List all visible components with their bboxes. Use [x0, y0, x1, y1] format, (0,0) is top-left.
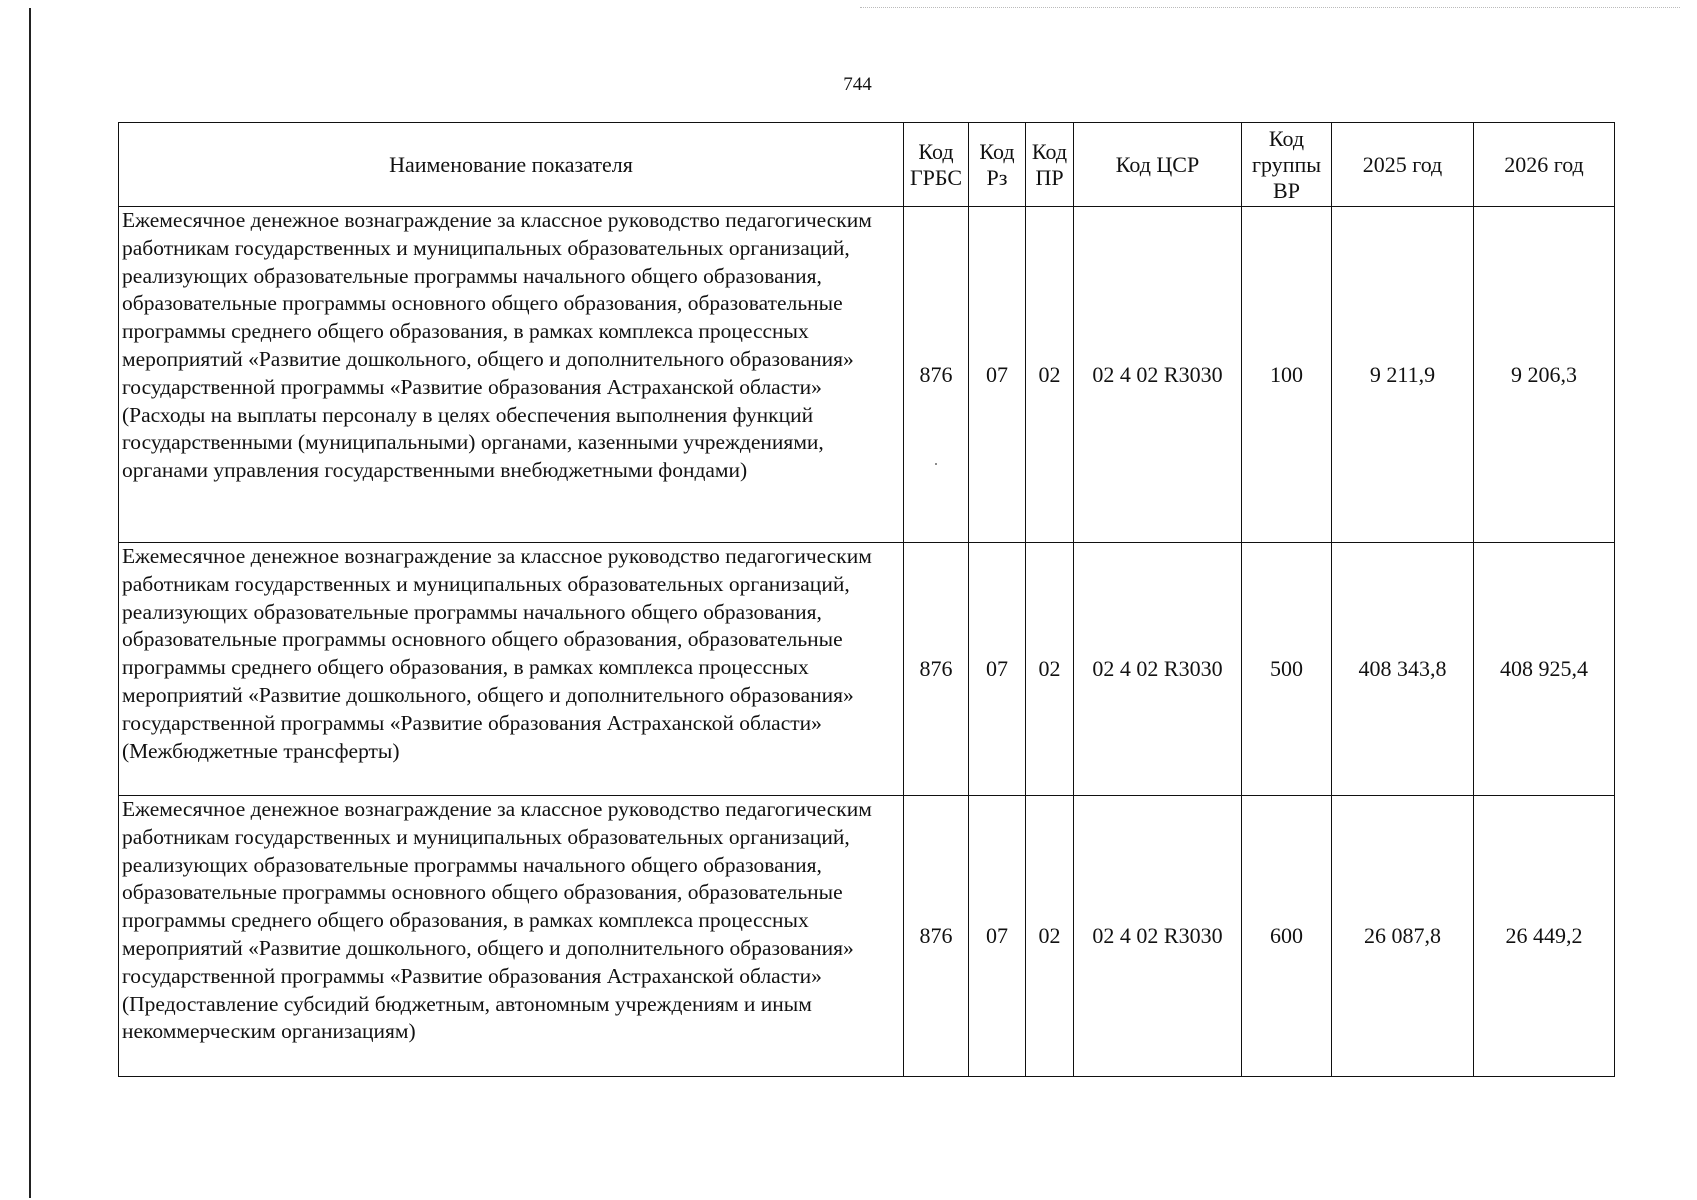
- header-name: Наименование показателя: [119, 123, 904, 207]
- cell-csr: 02 4 02 R3030: [1074, 796, 1242, 1077]
- cell-pr: 02: [1026, 796, 1074, 1077]
- table-row: [119, 207, 1615, 543]
- header-2026: 2026 год: [1474, 123, 1615, 207]
- header-csr: Код ЦСР: [1074, 123, 1242, 207]
- cell-name: Ежемесячное денежное вознаграждение за классное руководство педагогическим работникам государственных и муниципальных образовательных организаций, реализующих образовательные программы начального общего образования, образовательные программы основного общего образования, образовательные программы среднего общего образования, в рамках комплекса процессных мероприятий «Развитие дошкольного, общего и дополнительного образования» государственной программы «Развитие образования Астраханской области» (Межбюджетные трансферты): [119, 543, 904, 796]
- header-vr: Код группы ВР: [1242, 123, 1332, 207]
- table-row: [119, 543, 1615, 796]
- header-grbs: Код ГРБС: [904, 123, 969, 207]
- cell-vr: 500: [1242, 543, 1332, 796]
- cell-rz: 07: [969, 796, 1026, 1077]
- cell-rz: 07: [969, 543, 1026, 796]
- cell-vr: 100: [1242, 207, 1332, 543]
- cell-csr: 02 4 02 R3030: [1074, 543, 1242, 796]
- cell-pr: 02: [1026, 543, 1074, 796]
- cell-grbs: 876: [904, 796, 969, 1077]
- cell-csr: 02 4 02 R3030: [1074, 207, 1242, 543]
- cell-2025: 9 211,9: [1332, 207, 1474, 543]
- header-rz: Код Рз: [969, 123, 1026, 207]
- cell-name: Ежемесячное денежное вознаграждение за классное руководство педагогическим работникам государственных и муниципальных образовательных организаций, реализующих образовательные программы начального общего образования, образовательные программы основного общего образования, образовательные программы среднего общего образования, в рамках комплекса процессных мероприятий «Развитие дошкольного, общего и дополнительного образования» государственной программы «Развитие образования Астраханской области» (Расходы на выплаты персоналу в целях обеспечения выполнения функций государственными (муниципальными) органами, казенными учреждениями, органами управления государственными внебюджетными фондами): [119, 207, 904, 543]
- table-row: [119, 796, 1615, 1077]
- cell-vr: 600: [1242, 796, 1332, 1077]
- cell-pr: 02: [1026, 207, 1074, 543]
- header-pr: Код ПР: [1026, 123, 1074, 207]
- cell-2025: 26 087,8: [1332, 796, 1474, 1077]
- cell-grbs: 876: [904, 207, 969, 543]
- scan-artifact-dots: [860, 7, 1680, 8]
- header-2025: 2025 год: [1332, 123, 1474, 207]
- table-header-row: [119, 123, 1615, 207]
- binding-margin-line: [29, 8, 31, 1198]
- scan-speck: [935, 463, 937, 465]
- cell-grbs: 876: [904, 543, 969, 796]
- cell-rz: 07: [969, 207, 1026, 543]
- cell-2026: 408 925,4: [1474, 543, 1615, 796]
- budget-table: [118, 122, 1615, 1077]
- cell-2026: 26 449,2: [1474, 796, 1615, 1077]
- cell-name: Ежемесячное денежное вознаграждение за классное руководство педагогическим работникам государственных и муниципальных образовательных организаций, реализующих образовательные программы начального общего образования, образовательные программы основного общего образования, образовательные программы среднего общего образования, в рамках комплекса процессных мероприятий «Развитие дошкольного, общего и дополнительного образования» государственной программы «Развитие образования Астраханской области» (Предоставление субсидий бюджетным, автономным учреждениям и иным некоммерческим организациям): [119, 796, 904, 1077]
- cell-2025: 408 343,8: [1332, 543, 1474, 796]
- cell-2026: 9 206,3: [1474, 207, 1615, 543]
- page-number: 744: [843, 74, 872, 95]
